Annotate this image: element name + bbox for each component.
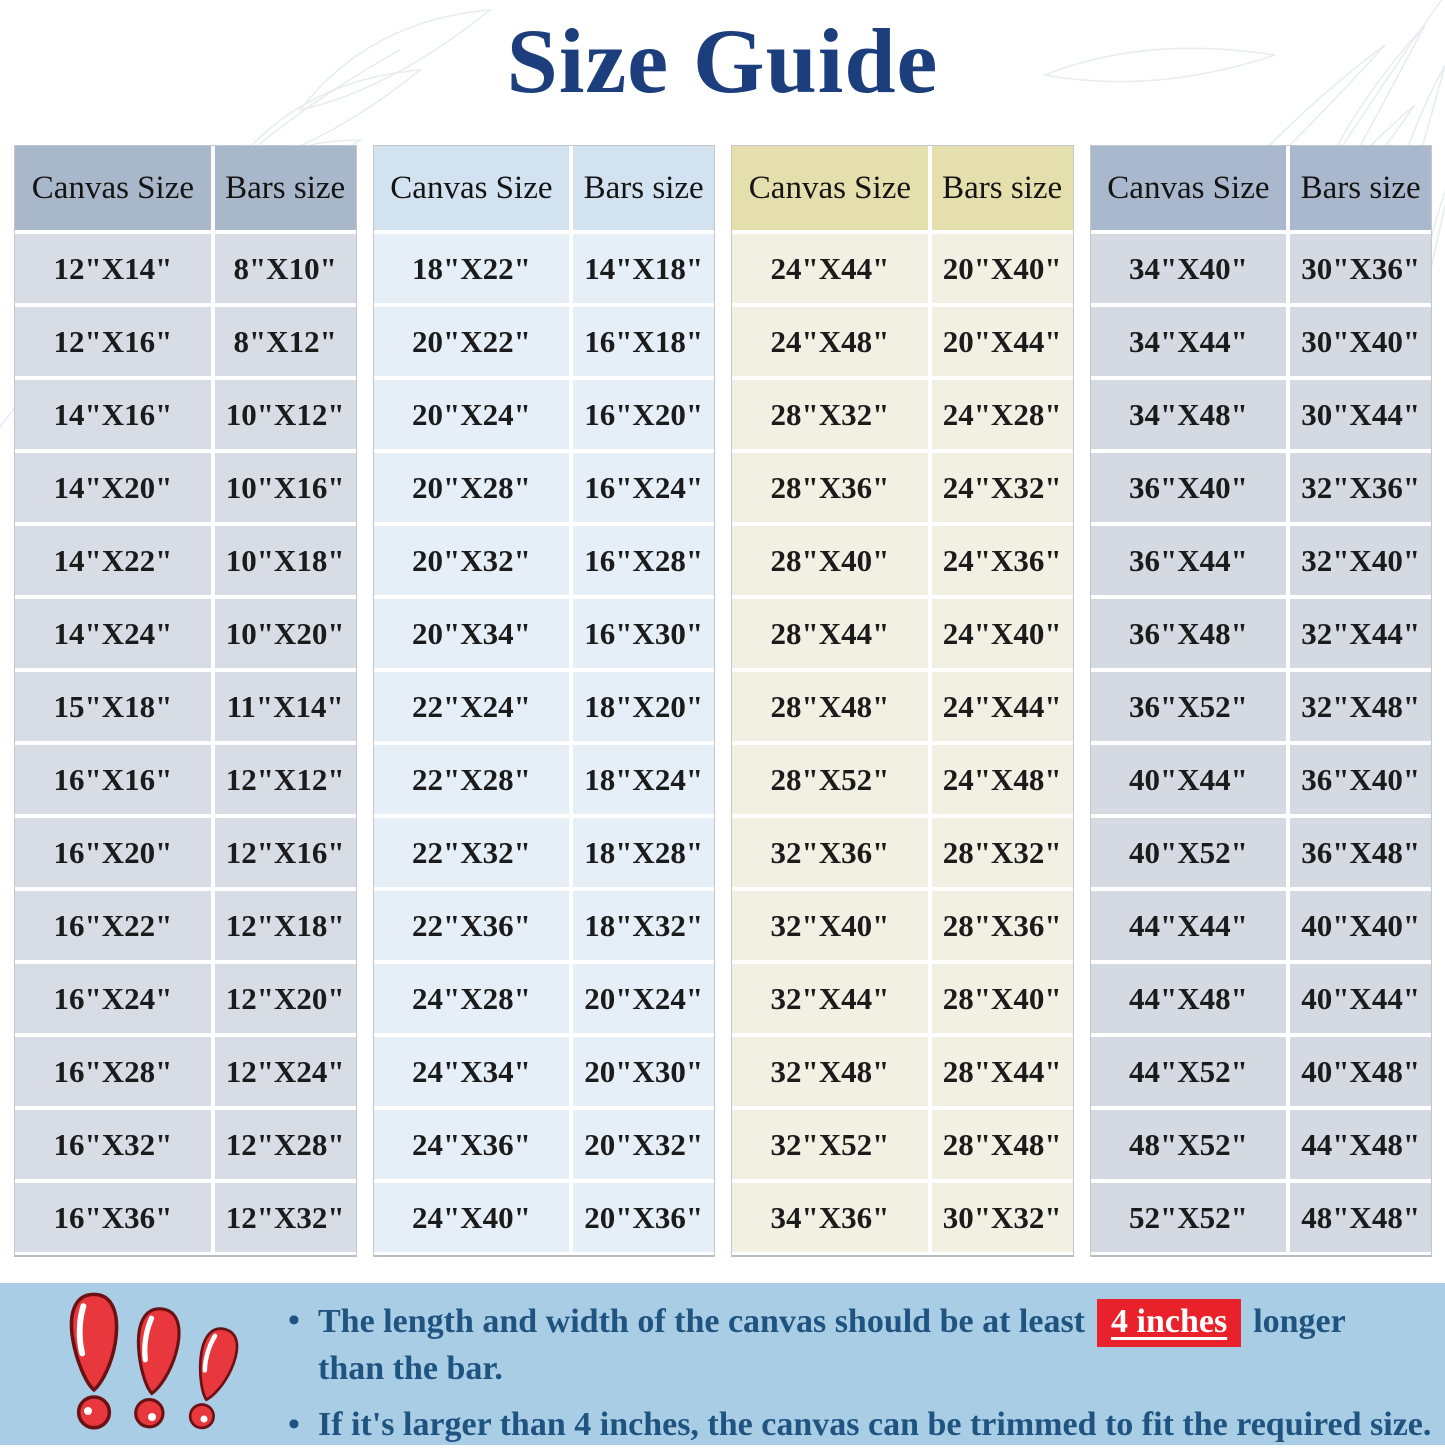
column-header-bars: Bars size	[211, 146, 356, 230]
canvas-size-cell: 40"X44"	[1128, 761, 1248, 797]
table-row	[374, 376, 715, 449]
size-table-4	[1090, 145, 1433, 1257]
canvas-size-cell: 24"X34"	[411, 1053, 531, 1089]
table-row	[732, 1033, 1073, 1106]
canvas-size-cell: 24"X36"	[411, 1126, 531, 1162]
bars-size-cell: 18"X28"	[569, 818, 714, 887]
bars-size-cell: 18"X20"	[569, 672, 714, 741]
table-row	[15, 960, 356, 1033]
table-row	[374, 960, 715, 1033]
note-bullet: •	[288, 1302, 300, 1339]
canvas-size-cell: 20"X34"	[411, 615, 531, 651]
table-row	[732, 960, 1073, 1033]
canvas-size-cell: 36"X52"	[1128, 688, 1248, 724]
table-row	[15, 1179, 356, 1252]
table-row	[374, 668, 715, 741]
bars-size-cell: 48"X48"	[1286, 1183, 1431, 1252]
canvas-size-cell: 44"X52"	[1128, 1053, 1248, 1089]
table-row	[732, 230, 1073, 303]
note-2-text: If it's larger than 4 inches, the canvas can be trimmed to fit the required size.	[318, 1406, 1432, 1444]
canvas-size-cell: 44"X48"	[1128, 980, 1248, 1016]
size-table-1	[14, 145, 357, 1257]
bars-size-cell: 16"X20"	[569, 380, 714, 449]
canvas-size-cell: 34"X36"	[770, 1199, 890, 1235]
note-1-post: longer	[1253, 1303, 1346, 1340]
table-row	[732, 668, 1073, 741]
bars-size-cell: 16"X30"	[569, 599, 714, 668]
canvas-size-cell: 28"X40"	[770, 542, 890, 578]
bars-size-cell: 8"X10"	[211, 234, 356, 303]
bars-size-cell: 36"X48"	[1286, 818, 1431, 887]
notes-panel	[0, 1283, 1445, 1445]
canvas-size-cell: 22"X36"	[411, 907, 531, 943]
canvas-size-cell: 20"X32"	[411, 542, 531, 578]
note-1-pre: The length and width of the canvas should be at least	[318, 1303, 1086, 1340]
table-row	[374, 1179, 715, 1252]
bars-size-cell: 12"X16"	[211, 818, 356, 887]
table-row	[732, 376, 1073, 449]
bars-size-cell: 11"X14"	[211, 672, 356, 741]
highlight-badge: 4 inches	[1097, 1299, 1241, 1347]
bars-size-cell: 16"X28"	[569, 526, 714, 595]
column-header-bars: Bars size	[1286, 146, 1431, 230]
canvas-size-cell: 28"X36"	[770, 469, 890, 505]
bars-size-cell: 12"X20"	[211, 964, 356, 1033]
bars-size-cell: 28"X48"	[928, 1110, 1073, 1179]
bars-size-cell: 8"X12"	[211, 307, 356, 376]
table-row	[374, 1106, 715, 1179]
column-header-canvas: Canvas Size	[748, 169, 911, 206]
bars-size-cell: 28"X36"	[928, 891, 1073, 960]
bars-size-cell: 32"X48"	[1286, 672, 1431, 741]
bars-size-cell: 24"X28"	[928, 380, 1073, 449]
canvas-size-cell: 22"X32"	[411, 834, 531, 870]
bars-size-cell: 24"X48"	[928, 745, 1073, 814]
table-row	[374, 522, 715, 595]
bars-size-cell: 20"X30"	[569, 1037, 714, 1106]
bars-size-cell: 20"X44"	[928, 307, 1073, 376]
note-bullet: •	[288, 1406, 300, 1444]
size-tables	[14, 145, 1432, 1257]
table-row	[15, 887, 356, 960]
canvas-size-cell: 16"X36"	[53, 1199, 173, 1235]
note-1-line2: than the bar.	[318, 1350, 503, 1388]
table-row	[15, 303, 356, 376]
canvas-size-cell: 36"X48"	[1128, 615, 1248, 651]
bars-size-cell: 12"X24"	[211, 1037, 356, 1106]
canvas-size-cell: 34"X48"	[1128, 396, 1248, 432]
table-row	[1091, 960, 1432, 1033]
bars-size-cell: 14"X18"	[569, 234, 714, 303]
table-row	[15, 1106, 356, 1179]
bars-size-cell: 30"X36"	[1286, 234, 1431, 303]
table-row	[374, 303, 715, 376]
bars-size-cell: 32"X44"	[1286, 599, 1431, 668]
bars-size-cell: 18"X32"	[569, 891, 714, 960]
canvas-size-cell: 16"X22"	[53, 907, 173, 943]
table-row	[1091, 1179, 1432, 1252]
canvas-size-cell: 24"X44"	[770, 250, 890, 286]
bars-size-cell: 20"X40"	[928, 234, 1073, 303]
note-item-1	[288, 1299, 1431, 1391]
bars-size-cell: 16"X18"	[569, 307, 714, 376]
bars-size-cell: 10"X20"	[211, 599, 356, 668]
bars-size-cell: 10"X16"	[211, 453, 356, 522]
table-row	[1091, 449, 1432, 522]
bars-size-cell: 32"X40"	[1286, 526, 1431, 595]
bars-size-cell: 30"X40"	[1286, 307, 1431, 376]
canvas-size-cell: 32"X44"	[770, 980, 890, 1016]
canvas-size-cell: 15"X18"	[53, 688, 173, 724]
table-row	[732, 814, 1073, 887]
bars-size-cell: 40"X40"	[1286, 891, 1431, 960]
bars-size-cell: 44"X48"	[1286, 1110, 1431, 1179]
bars-size-cell: 24"X40"	[928, 599, 1073, 668]
bars-size-cell: 30"X44"	[1286, 380, 1431, 449]
canvas-size-cell: 34"X44"	[1128, 323, 1248, 359]
table-row	[732, 449, 1073, 522]
bars-size-cell: 10"X18"	[211, 526, 356, 595]
canvas-size-cell: 16"X16"	[53, 761, 173, 797]
table-row	[15, 595, 356, 668]
column-header-bars: Bars size	[569, 146, 714, 230]
canvas-size-cell: 24"X28"	[411, 980, 531, 1016]
table-row	[15, 741, 356, 814]
bars-size-cell: 12"X28"	[211, 1110, 356, 1179]
table-row	[1091, 1033, 1432, 1106]
table-row	[1091, 814, 1432, 887]
canvas-size-cell: 44"X44"	[1128, 907, 1248, 943]
table-row	[1091, 522, 1432, 595]
table-row	[1091, 1106, 1432, 1179]
table-row	[732, 595, 1073, 668]
table-row	[374, 1033, 715, 1106]
bars-size-cell: 40"X48"	[1286, 1037, 1431, 1106]
size-table-3	[731, 145, 1074, 1257]
canvas-size-cell: 24"X40"	[411, 1199, 531, 1235]
table-row	[15, 376, 356, 449]
canvas-size-cell: 48"X52"	[1128, 1126, 1248, 1162]
page-title: Size Guide	[506, 10, 939, 112]
table-row	[1091, 303, 1432, 376]
canvas-size-cell: 32"X48"	[770, 1053, 890, 1089]
table-header-row	[732, 146, 1073, 230]
table-row	[15, 522, 356, 595]
table-row	[374, 230, 715, 303]
size-table-2	[373, 145, 716, 1257]
table-row	[1091, 887, 1432, 960]
bars-size-cell: 28"X32"	[928, 818, 1073, 887]
exclamation-marks-icon	[52, 1289, 262, 1444]
canvas-size-cell: 12"X16"	[53, 323, 173, 359]
canvas-size-cell: 22"X28"	[411, 761, 531, 797]
canvas-size-cell: 16"X28"	[53, 1053, 173, 1089]
bars-size-cell: 18"X24"	[569, 745, 714, 814]
canvas-size-cell: 36"X44"	[1128, 542, 1248, 578]
table-row	[15, 814, 356, 887]
canvas-size-cell: 32"X40"	[770, 907, 890, 943]
table-row	[15, 449, 356, 522]
bars-size-cell: 24"X36"	[928, 526, 1073, 595]
canvas-size-cell: 28"X44"	[770, 615, 890, 651]
canvas-size-cell: 12"X14"	[53, 250, 173, 286]
table-row	[732, 741, 1073, 814]
table-row	[732, 887, 1073, 960]
canvas-size-cell: 34"X40"	[1128, 250, 1248, 286]
canvas-size-cell: 28"X48"	[770, 688, 890, 724]
canvas-size-cell: 28"X52"	[770, 761, 890, 797]
table-row	[374, 814, 715, 887]
canvas-size-cell: 20"X22"	[411, 323, 531, 359]
bars-size-cell: 24"X44"	[928, 672, 1073, 741]
canvas-size-cell: 36"X40"	[1128, 469, 1248, 505]
bars-size-cell: 30"X32"	[928, 1183, 1073, 1252]
canvas-size-cell: 24"X48"	[770, 323, 890, 359]
canvas-size-cell: 32"X52"	[770, 1126, 890, 1162]
bars-size-cell: 32"X36"	[1286, 453, 1431, 522]
bars-size-cell: 36"X40"	[1286, 745, 1431, 814]
canvas-size-cell: 14"X22"	[53, 542, 173, 578]
table-row	[1091, 668, 1432, 741]
canvas-size-cell: 32"X36"	[770, 834, 890, 870]
table-row	[15, 230, 356, 303]
table-row	[732, 303, 1073, 376]
table-row	[732, 522, 1073, 595]
bars-size-cell: 20"X36"	[569, 1183, 714, 1252]
canvas-size-cell: 22"X24"	[411, 688, 531, 724]
table-row	[732, 1179, 1073, 1252]
bars-size-cell: 12"X18"	[211, 891, 356, 960]
canvas-size-cell: 18"X22"	[411, 250, 531, 286]
notes-text	[288, 1299, 1431, 1448]
canvas-size-cell: 20"X24"	[411, 396, 531, 432]
bars-size-cell: 10"X12"	[211, 380, 356, 449]
column-header-canvas: Canvas Size	[31, 169, 194, 206]
table-header-row	[374, 146, 715, 230]
canvas-size-cell: 14"X20"	[53, 469, 173, 505]
table-row	[15, 1033, 356, 1106]
note-1-text	[318, 1299, 1346, 1391]
canvas-size-cell: 52"X52"	[1128, 1199, 1248, 1235]
bars-size-cell: 28"X44"	[928, 1037, 1073, 1106]
bars-size-cell: 16"X24"	[569, 453, 714, 522]
bars-size-cell: 40"X44"	[1286, 964, 1431, 1033]
table-row	[1091, 741, 1432, 814]
canvas-size-cell: 40"X52"	[1128, 834, 1248, 870]
canvas-size-cell: 28"X32"	[770, 396, 890, 432]
column-header-bars: Bars size	[928, 146, 1073, 230]
canvas-size-cell: 16"X32"	[53, 1126, 173, 1162]
canvas-size-cell: 16"X24"	[53, 980, 173, 1016]
canvas-size-cell: 14"X24"	[53, 615, 173, 651]
bars-size-cell: 20"X32"	[569, 1110, 714, 1179]
canvas-size-cell: 16"X20"	[53, 834, 173, 870]
bars-size-cell: 20"X24"	[569, 964, 714, 1033]
table-row	[374, 595, 715, 668]
table-header-row	[15, 146, 356, 230]
table-row	[1091, 230, 1432, 303]
table-header-row	[1091, 146, 1432, 230]
column-header-canvas: Canvas Size	[1107, 169, 1270, 206]
table-row	[1091, 376, 1432, 449]
canvas-size-cell: 14"X16"	[53, 396, 173, 432]
bars-size-cell: 12"X12"	[211, 745, 356, 814]
note-item-2	[288, 1403, 1431, 1447]
table-row	[1091, 595, 1432, 668]
table-row	[374, 449, 715, 522]
table-row	[732, 1106, 1073, 1179]
table-row	[15, 668, 356, 741]
canvas-size-cell: 20"X28"	[411, 469, 531, 505]
table-row	[374, 741, 715, 814]
bars-size-cell: 12"X32"	[211, 1183, 356, 1252]
bars-size-cell: 28"X40"	[928, 964, 1073, 1033]
bars-size-cell: 24"X32"	[928, 453, 1073, 522]
table-row	[374, 887, 715, 960]
column-header-canvas: Canvas Size	[390, 169, 553, 206]
